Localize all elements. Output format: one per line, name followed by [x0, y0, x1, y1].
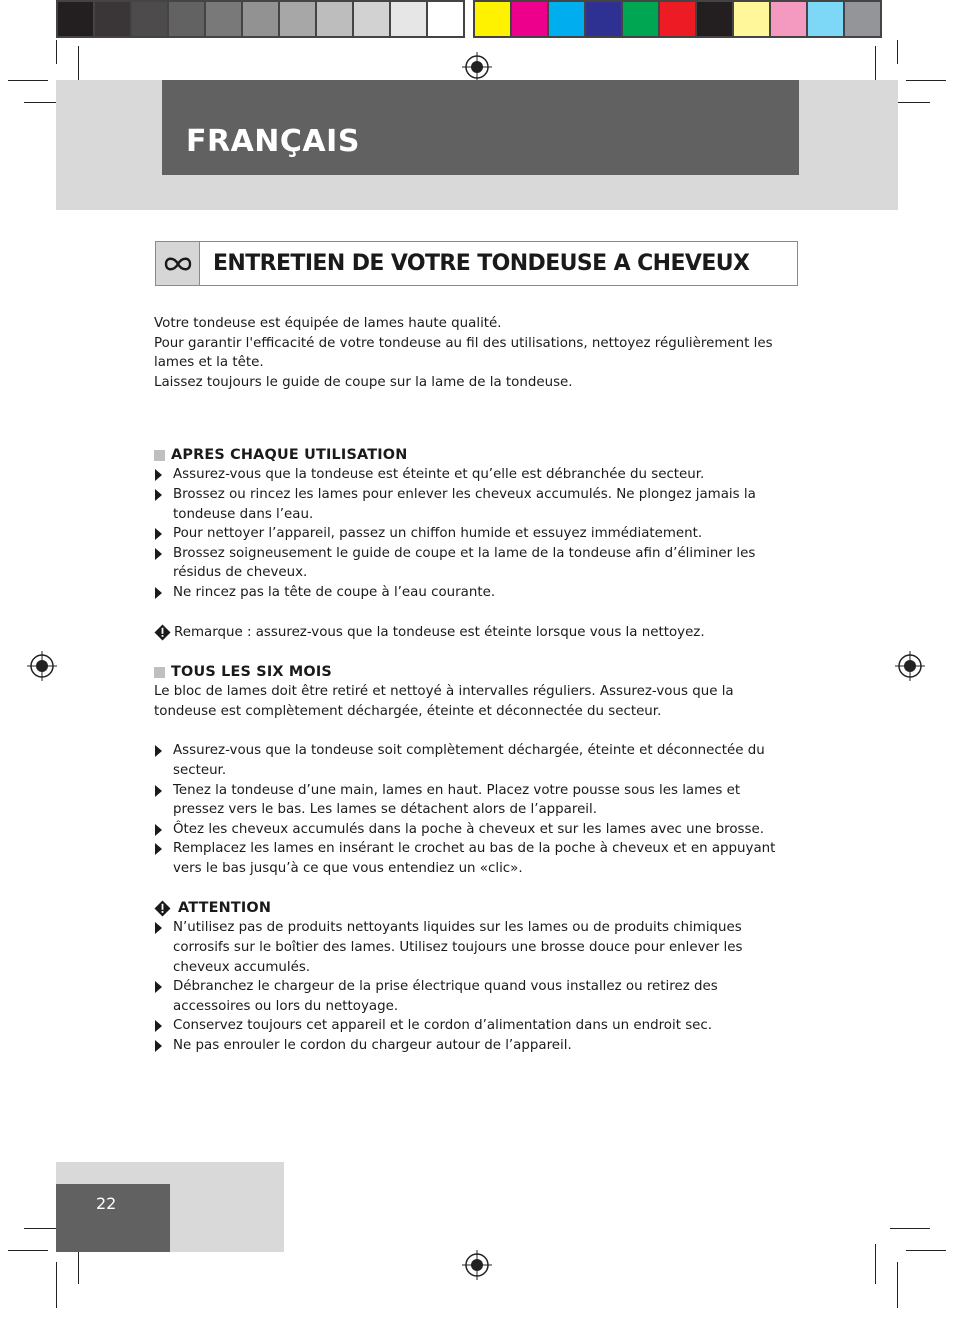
registration-mark-icon [895, 651, 925, 681]
arrow-bullet-icon [155, 528, 162, 540]
swatch [623, 2, 660, 36]
attention-list [154, 918, 784, 1055]
swatch [428, 2, 463, 36]
main-content [154, 314, 784, 1056]
note: Remarque : assurez-vous que la tondeuse est éteinte lorsque vous la nettoyez. [154, 623, 784, 643]
list-item: Conservez toujours cet appareil et le cordon d’alimentation dans un endroit sec. [154, 1016, 784, 1036]
swatch [354, 2, 391, 36]
crop-mark [8, 80, 48, 81]
crop-mark [890, 1228, 930, 1229]
crop-mark [906, 80, 946, 81]
swatch [660, 2, 697, 36]
swatch [845, 2, 880, 36]
list-item: Brossez soigneusement le guide de coupe et la lame de la tondeuse afin d’éliminer les résidus de cheveux. [154, 544, 784, 583]
section-header [155, 241, 798, 286]
intro-line: Laissez toujours le guide de coupe sur la lame de la tondeuse. [154, 374, 573, 390]
arrow-bullet-icon [155, 745, 162, 757]
swatch [206, 2, 243, 36]
registration-mark-icon [462, 52, 492, 82]
page-title: FRANÇAIS [186, 124, 360, 159]
crop-mark [906, 1250, 946, 1251]
swatch [734, 2, 771, 36]
swatch [586, 2, 623, 36]
header-title-box [162, 80, 799, 175]
crop-mark [8, 1250, 48, 1251]
six-months-text: Le bloc de lames doit être retiré et nettoyé à intervalles réguliers. Assurez-vous que la tondeuse est complètement déchargée, éteinte et déconnectée du secteur. [154, 684, 734, 719]
arrow-bullet-icon [155, 824, 162, 836]
arrow-bullet-icon [155, 548, 162, 560]
color-calibration-bar [56, 0, 882, 38]
square-bullet-icon [154, 450, 165, 461]
crop-mark [897, 40, 898, 64]
list-item: Tenez la tondeuse d’une main, lames en haut. Placez votre pousse sous les lames et pressez vers le bas. Les lames se détachent alors de l’appareil. [154, 781, 784, 820]
list-item: Ne pas enrouler le cordon du chargeur autour de l’appareil. [154, 1036, 784, 1056]
warning-diamond-icon [154, 624, 171, 641]
square-bullet-icon [154, 667, 165, 678]
registration-mark-icon [462, 1250, 492, 1280]
arrow-bullet-icon [155, 922, 162, 934]
swatch [243, 2, 280, 36]
swatch [95, 2, 132, 36]
six-months-heading: TOUS LES SIX MOIS [154, 662, 784, 682]
arrow-bullet-icon [155, 587, 162, 599]
list-item: Ôtez les cheveux accumulés dans la poche à cheveux et sur les lames avec une brosse. [154, 820, 784, 840]
six-months-list [154, 741, 784, 878]
attention-heading: ATTENTION [154, 898, 784, 918]
list-item: Brossez ou rincez les lames pour enlever les cheveux accumulés. Ne plongez jamais la tondeuse dans l’eau. [154, 485, 784, 524]
swatch [512, 2, 549, 36]
swatch [132, 2, 169, 36]
after-use-list [154, 465, 784, 602]
arrow-bullet-icon [155, 1020, 162, 1032]
intro-line: Votre tondeuse est équipée de lames haute qualité. [154, 316, 502, 331]
swatch [475, 2, 512, 36]
swatch [391, 2, 428, 36]
swatch [317, 2, 354, 36]
page-number: 22 [96, 1194, 117, 1213]
arrow-bullet-icon [155, 469, 162, 481]
grayscale-swatches [56, 0, 465, 38]
list-item: Assurez-vous que la tondeuse est éteinte et qu’elle est débranchée du secteur. [154, 465, 784, 485]
warning-diamond-icon [154, 900, 171, 917]
infinity-icon [156, 242, 200, 285]
crop-mark [56, 40, 57, 64]
list-item: Débranchez le chargeur de la prise électrique quand vous installez ou retirez des accessoires ou lors du nettoyage. [154, 977, 784, 1016]
crop-mark [875, 1244, 876, 1284]
registration-mark-icon [27, 651, 57, 681]
arrow-bullet-icon [155, 489, 162, 501]
arrow-bullet-icon [155, 981, 162, 993]
swatch [280, 2, 317, 36]
swatch [549, 2, 586, 36]
arrow-bullet-icon [155, 1040, 162, 1052]
arrow-bullet-icon [155, 785, 162, 797]
intro-line: Pour garantir l'efficacité de votre tondeuse au fil des utilisations, nettoyez régulièrement les lames et la tête. [154, 335, 773, 371]
swatch [697, 2, 734, 36]
swatch [808, 2, 845, 36]
list-item: N’utilisez pas de produits nettoyants liquides sur les lames ou de produits chimiques corrosifs sur le boîtier des lames. Utilisez toujours une brosse douce pour enlever les cheveux accumulés. [154, 918, 784, 977]
crop-mark [897, 1262, 898, 1308]
after-use-heading: APRES CHAQUE UTILISATION [154, 445, 784, 465]
list-item: Remplacez les lames en insérant le crochet au bas de la poche à cheveux et en appuyant vers le bas jusqu’à ce que vous entendiez un «clic». [154, 839, 784, 878]
list-item: Pour nettoyer l’appareil, passez un chiffon humide et essuyez immédiatement. [154, 524, 784, 544]
swatch [771, 2, 808, 36]
swatch [169, 2, 206, 36]
list-item: Assurez-vous que la tondeuse soit complètement déchargée, éteinte et déconnectée du secteur. [154, 741, 784, 780]
swatch [58, 2, 95, 36]
list-item: Ne rincez pas la tête de coupe à l’eau courante. [154, 583, 784, 603]
section-title: ENTRETIEN DE VOTRE TONDEUSE A CHEVEUX [213, 251, 750, 276]
arrow-bullet-icon [155, 843, 162, 855]
color-swatches [473, 0, 882, 38]
crop-mark [56, 1262, 57, 1308]
page-number-box [56, 1184, 170, 1252]
